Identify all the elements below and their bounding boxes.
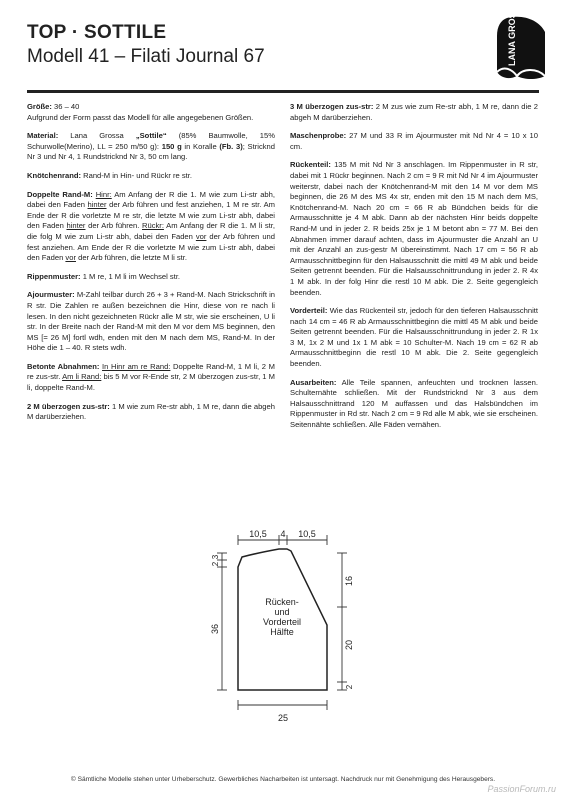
drei-m-text: 2 M zus wie zum Re-str abh, 1 M re, dann die 2 abgeh M darüberziehen. xyxy=(290,102,538,122)
section-rueckenteil xyxy=(290,160,538,298)
dim-left-top2: 2 xyxy=(211,561,220,567)
page-subtitle: Modell 41 – Filati Journal 67 xyxy=(27,46,265,67)
hinr-label: Hinr: xyxy=(95,189,112,199)
dim-right-16: 16 xyxy=(344,575,354,587)
knoetchenrand-label: Knötchenrand: xyxy=(27,170,81,180)
material-yarn: „Sottile“ xyxy=(135,131,167,141)
ausarbeiten-label: Ausarbeiten: xyxy=(290,377,337,387)
material-text: (85% Baumwolle, 15% Schurwolle(Merino), LL = 250 m/50 g): xyxy=(27,131,275,151)
doppelte-rand-text: der Arb führen. xyxy=(85,221,142,231)
rueckenteil-text: 135 M mit Nd Nr 3 anschlagen. Im Rippenmuster in R str, dabei mit 1 Rückr beginnen. Nach 2 cm = 9 R mit Nd Nr 4 im Ajourmuster weiterstr, dabei nach der Knötchenrand-M mit den 14 M vor dem MS beginnen, die 26 M des MS 4x str, enden mit den 15 M nach dem MS, Knötchenrand-M. Nach 20 cm = 66 R ab Bündchen beids für die Armausschnitte je 4 M abk. Dann ab der nächsten Hinr beids doppelte Rand-M und in jeder 2. R beids 25x je 1 M betont abn = 77 M. Bei den Abnahmen immer darauf achten, dass im Ajourmuster die Anzahl an U mit der Anzahl an zus-gestr M übereinstimmt. Nach 17 cm = 56 R ab Armausschnittbeginn für den Halsausschnitt die mittl 49 M abk und beide Seiten getrennt beenden. Für die Halsausschnittrundung in jeder 2. R 4x 1 M abk. In der folg Hinr die restl 10 M abk. Die 2. Seite gegengleich beenden. xyxy=(290,160,538,297)
knoetchenrand-text: Rand-M in Hin- und Rückr re str. xyxy=(81,170,192,180)
maschenprobe-label: Maschenprobe: xyxy=(290,131,347,141)
dim-top-left: 10,5 xyxy=(249,529,267,539)
groesse-value: 36 – 40 xyxy=(51,102,80,111)
doppelte-rand-label: Doppelte Rand-M: xyxy=(27,189,93,199)
piece-label-4: Hälfte xyxy=(270,627,294,637)
piece-label-3: Vorderteil xyxy=(262,617,302,627)
groesse-text: Aufgrund der Form passt das Modell für alle angegebenen Größen. xyxy=(27,112,254,122)
dim-top-mid: 4 xyxy=(280,529,286,539)
dim-left-top: 3 xyxy=(211,554,220,560)
piece-label-2: und xyxy=(274,607,290,617)
section-ajourmuster xyxy=(27,290,275,354)
maschenprobe-text: 27 M und 33 R im Ajourmuster mit Nd Nr 4 = 10 x 10 cm. xyxy=(290,131,538,151)
zwei-m-text: 1 M wie zum Re-str abh, 1 M re, dann die abgeh M darüberziehen. xyxy=(27,401,275,422)
left-column xyxy=(27,102,275,431)
betonte-sub-label: In Hinr am re Rand: xyxy=(102,361,171,371)
material-amount: 150 g xyxy=(161,141,182,151)
dim-bottom: 25 xyxy=(277,713,289,723)
vorderteil-label: Vorderteil: xyxy=(290,306,328,316)
schematic-diagram xyxy=(212,527,372,727)
section-ausarbeiten xyxy=(290,378,538,431)
material-label: Material: xyxy=(27,131,59,141)
section-doppelte-rand xyxy=(27,190,275,264)
doppelte-rand-text: Am Anfang der R die 1. M wie zum Li-str abh, dabei den Faden xyxy=(27,189,275,210)
section-rippenmuster xyxy=(27,272,275,283)
piece-label-1: Rücken- xyxy=(265,597,299,607)
material-text: Lana Grossa xyxy=(58,131,136,141)
betonte-text: bis 5 M vor R-Ende str, 2 M überzogen zus-str, 1 M li, doppelte Rand-M. xyxy=(27,372,275,393)
drei-m-label: 3 M überzogen zus-str: xyxy=(290,102,374,111)
copyright-footer: © Sämtliche Modelle stehen unter Urheberschutz. Gewerbliches Nacharbeiten ist untersagt. Nachdruck nur mit Genehmigung des Herausgebers. xyxy=(70,776,496,783)
section-maschenprobe xyxy=(290,131,538,152)
page-title: TOP · SOTTILE xyxy=(27,22,167,43)
rueckr-label: Rückr: xyxy=(142,221,164,231)
rueckenteil-label: Rückenteil: xyxy=(290,160,331,170)
section-knoetchenrand xyxy=(27,171,275,182)
dim-left-main: 36 xyxy=(210,623,220,635)
emphasis: vor xyxy=(195,231,207,241)
doppelte-rand-text: der Arb führen und fest anziehen. Am Ende der R die vorletzte M wie zum Li-str abh, dabei den Faden xyxy=(27,231,276,263)
section-betonte-abnahmen xyxy=(27,362,275,394)
logo-text: LANA GROSSA xyxy=(507,0,517,66)
lana-grossa-logo xyxy=(493,0,548,82)
vorderteil-text: Wie das Rückenteil str, jedoch für den tieferen Halsausschnitt nach 14 cm = 46 R ab Armausschnittbeginn die mittl 45 M abk und beide Seiten getrennt beenden. Für die Halsausschnittrundung in jeder 2. R 1x 3 M, 1x 2 M und 1x 1 M abk = 10 Schulter-M. Nach 19 cm = 62 R ab Armausschnittbeginn die restl 10 M abk. Die 2. Seite gegengleich beenden. xyxy=(290,306,538,369)
header xyxy=(27,22,265,69)
rippenmuster-label: Rippenmuster: xyxy=(27,271,81,281)
betonte-label: Betonte Abnahmen: xyxy=(27,361,100,371)
ajourmuster-label: Ajourmuster: xyxy=(27,290,75,300)
section-material xyxy=(27,131,275,163)
dim-right-20: 20 xyxy=(344,639,354,651)
watermark: PassionForum.ru xyxy=(487,784,556,794)
dim-top-right: 10,5 xyxy=(298,529,316,539)
groesse-label: Größe: xyxy=(27,102,52,111)
right-column xyxy=(290,102,538,439)
material-text: in Koralle xyxy=(181,141,220,151)
doppelte-rand-text: der Arb führen und fest anziehen, 1 M re str. Am Ende der R die vorletzte M re str, die letzte M wie zum Li-str abh, dabei den Faden xyxy=(27,200,275,231)
emphasis: hinter xyxy=(66,221,86,231)
betonte-text: Doppelte Rand-M, 1 M li, 2 M re zus-str. xyxy=(27,361,275,382)
ajourmuster-text: M-Zahl teilbar durch 26 + 3 + Rand-M. Nach Strickschrift in R str. Die Zahlen re außen bezeichnen die Hinr, diese von re nach li lesen. In den nicht gezeichneten Rückr alle M str, wie sie erscheinen, U li str. In der Breite nach der Rand-M mit den M vor dem MS beginnen, den MS [= 26 M] fortl wdh, enden mit den M nach dem MS, Rand-M. In der Höhe die 1 – 40. R stets wdh. xyxy=(27,290,275,353)
rippenmuster-text: 1 M re, 1 M li im Wechsel str. xyxy=(80,271,181,281)
zwei-m-label: 2 M überzogen zus-str: xyxy=(27,401,110,411)
section-3m-ueberzogen xyxy=(290,102,538,123)
section-vorderteil xyxy=(290,306,538,370)
emphasis: vor xyxy=(65,253,76,263)
doppelte-rand-text: Am Anfang der R die 1. M li str, die folg M wie zum Li-str abh, dabei den Faden xyxy=(27,221,275,241)
section-groesse xyxy=(27,102,275,123)
section-2m-ueberzogen xyxy=(27,402,275,423)
betonte-sub-label: Am li Rand: xyxy=(62,372,102,382)
material-color: (Fb. 3) xyxy=(219,141,243,151)
header-divider xyxy=(27,90,539,93)
doppelte-rand-text: der Arb führen, die letzte M li str. xyxy=(75,253,187,263)
ausarbeiten-text: Alle Teile spannen, anfeuchten und trocknen lassen. Schulternähte schließen. Mit der Rundstricknd Nr 3 aus dem Halsausschnittrand 120 M auffassen und das Halsbündchen im Rippenmuster in Rd str. Nach 2 cm = 9 Rd alle M abk, wie sie erscheinen. Seitennähte schließen. Alle Fäden vernähen. xyxy=(290,377,538,430)
material-text: ; Stricknd Nr 3 und Nr 4, 1 Rundstricknd Nr 3, 50 cm lang. xyxy=(27,141,275,162)
emphasis: hinter xyxy=(87,200,107,210)
dim-right-2: 2 xyxy=(345,684,354,690)
